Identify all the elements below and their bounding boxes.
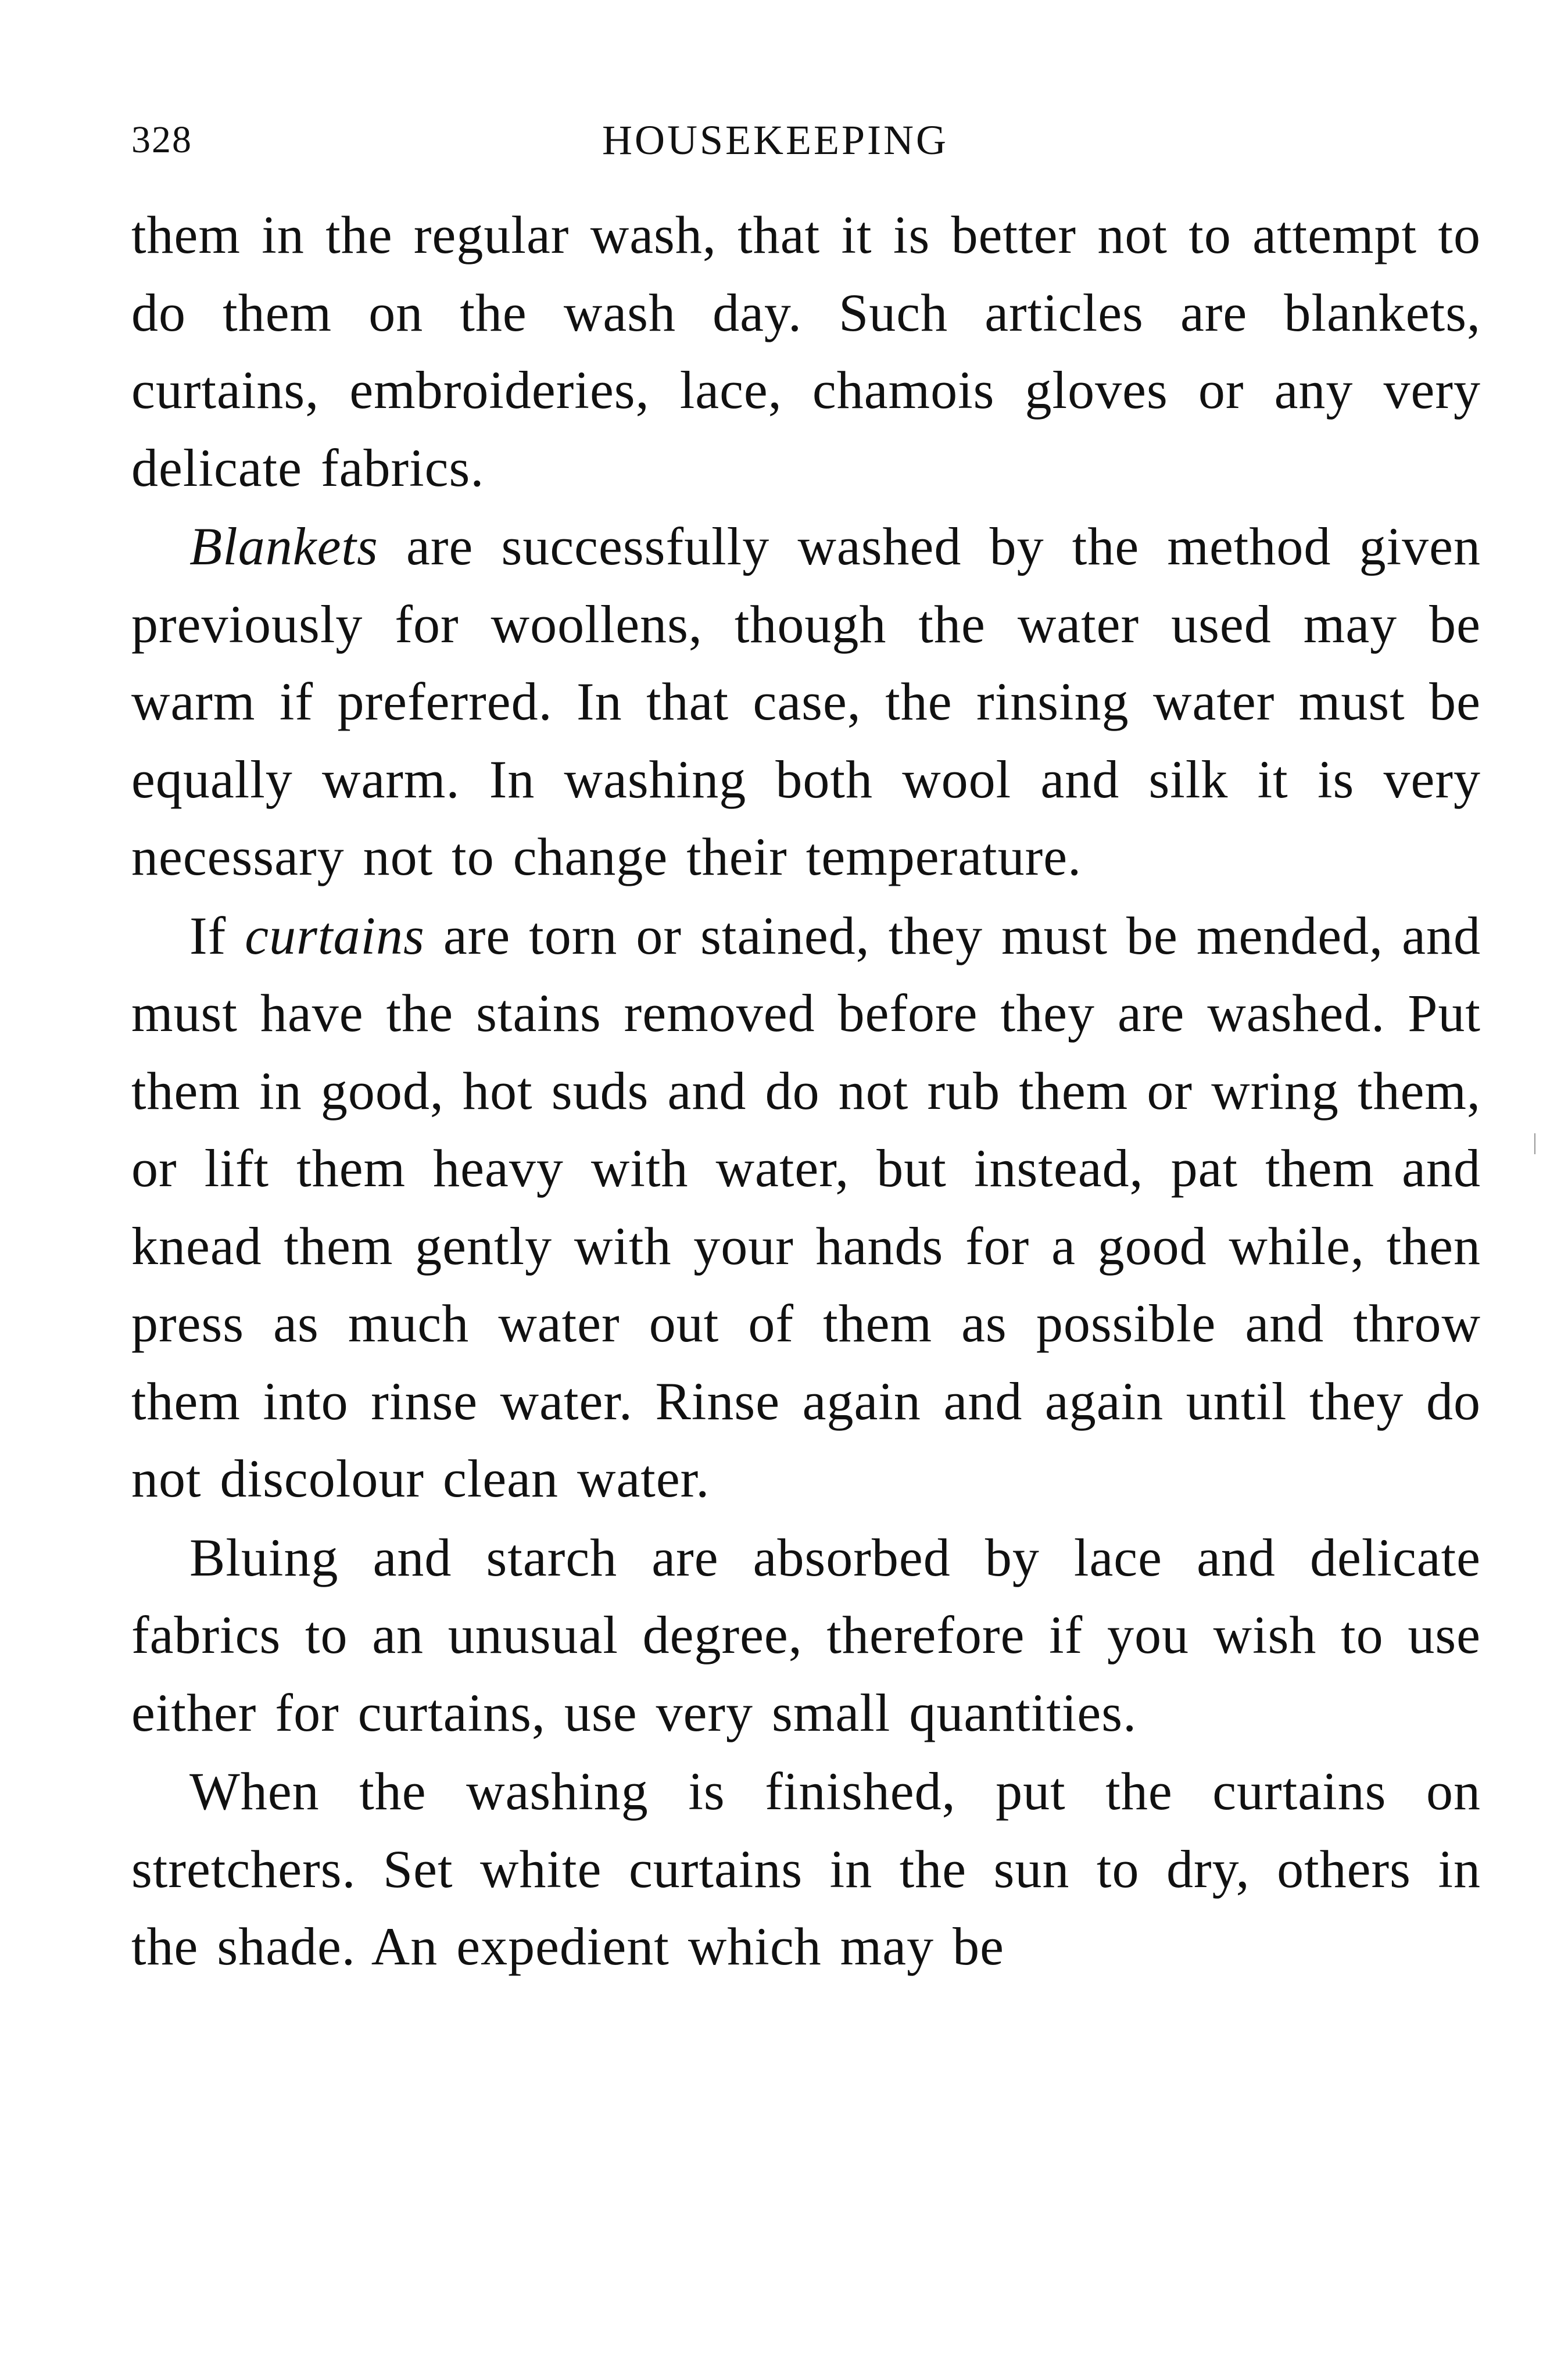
paragraph-continuation [131,196,1481,507]
paragraph-text: Bluing and starch are absorbed by lace and delicate fabrics to an unusual degree, therefore if you wish to use either for curtains, use very small quantities. [131,1527,1481,1742]
paragraph-curtains [131,897,1481,1518]
running-title: HOUSEKEEPING [602,117,948,163]
paragraph-blankets [131,508,1481,896]
paragraph-text: When the washing is finished, put the curtains on stretchers. Set white curtains in the sun to dry, others in the shade. An expedient which may be [131,1762,1481,1976]
paragraph-drying [131,1753,1481,1986]
paragraph-bluing [131,1519,1481,1752]
margin-mark [1534,1133,1535,1154]
body-text [131,196,1481,1986]
italic-term-blankets: Blankets [189,517,378,576]
paragraph-text: are successfully washed by the method given previously for woollens, though the water used may be warm if preferred. In that case, the rinsing water must be equally warm. In washing both wool and silk it is very necessary not to change their temperature. [131,517,1481,886]
italic-term-curtains: curtains [245,905,425,965]
paragraph-lead: If [189,905,245,965]
page-number: 328 [131,119,192,161]
paragraph-text: them in the regular wash, that it is better not to attempt to do them on the wash day. Such articles are blankets, curtains, embroideries, lace, chamois gloves or any very delicate fabrics. [131,205,1481,497]
paragraph-text: are torn or stained, they must be mended, and must have the stains removed before they are washed. Put them in good, hot suds and do not rub them or wring them, or lift them heavy with water, but instead, pat them and knead them gently with your hands for a good while, then press as much water out of them as possible and throw them into rinse water. Rinse again and again until they do not discolour clean water. [131,905,1481,1508]
page-header [126,114,1480,166]
